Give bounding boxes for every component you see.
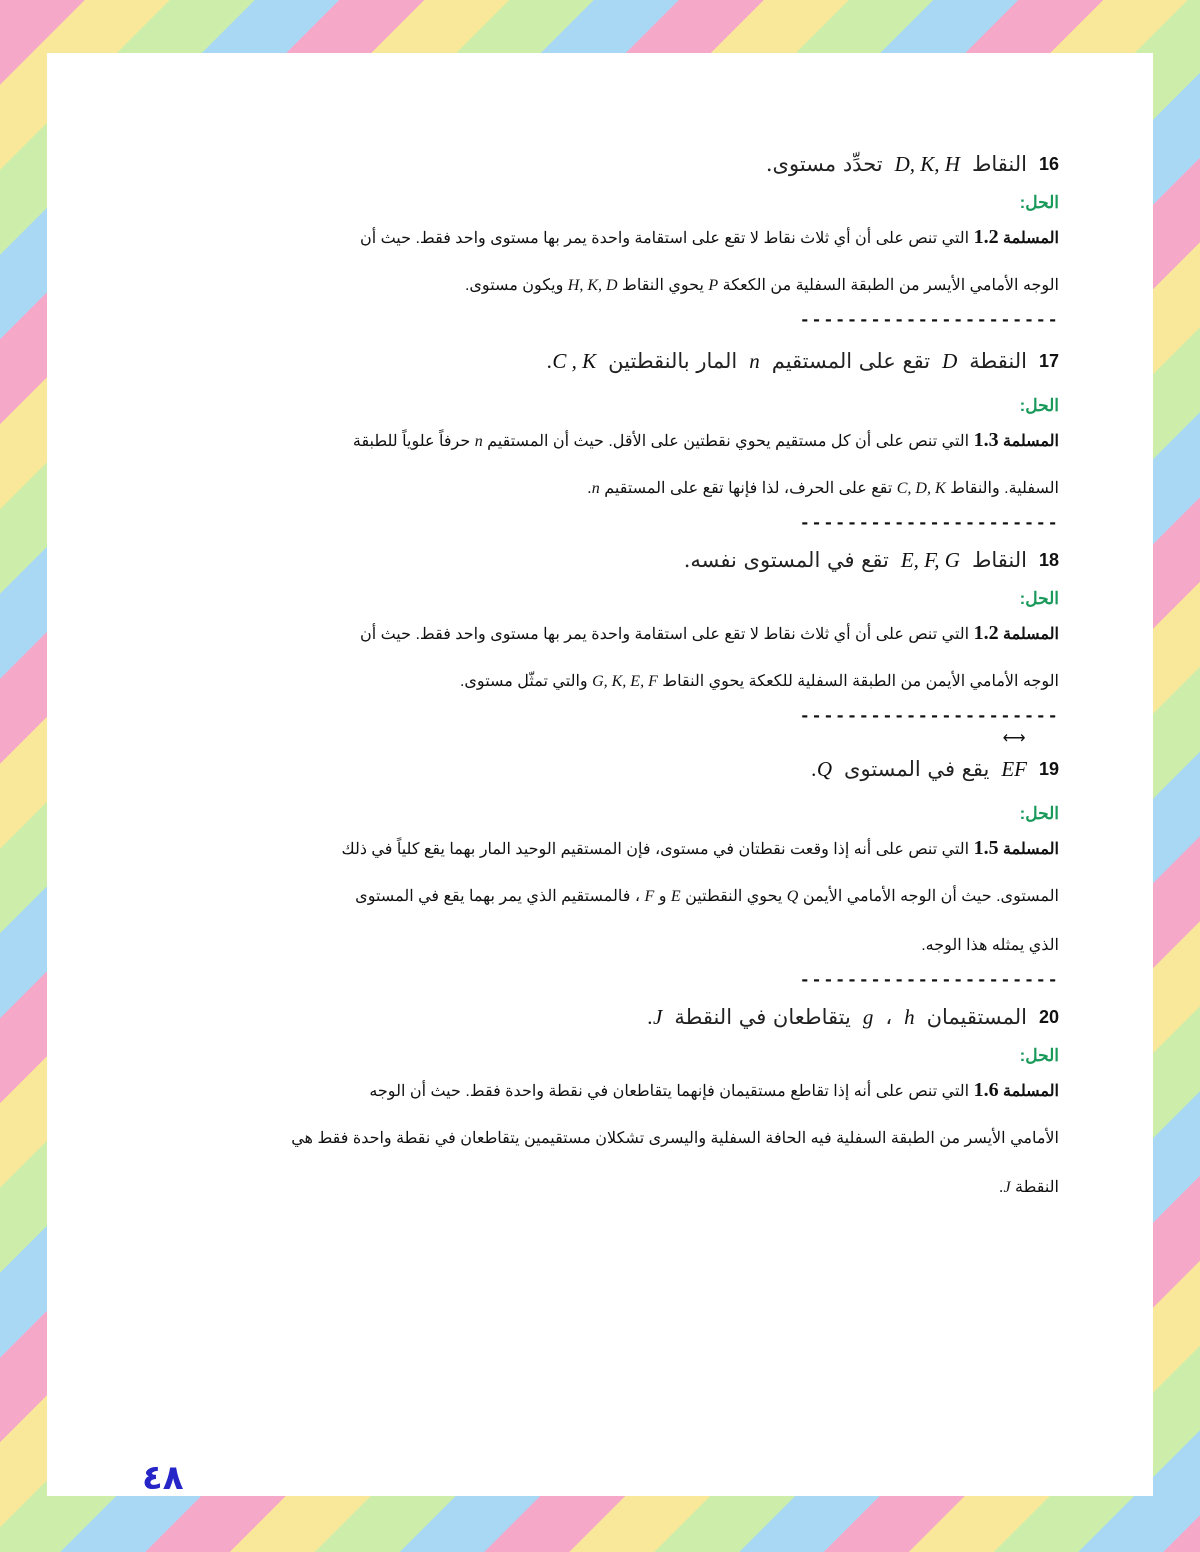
solution-text: الوجه الأمامي الأيسر من الطبقة السفلية من الكعكة (722, 277, 1059, 294)
solution-label: الحل: (1019, 804, 1059, 823)
solution-math: G, K, E, F (592, 673, 658, 690)
solution-line (139, 832, 1059, 864)
solution-paragraph (139, 1074, 1059, 1204)
statement-math: n (749, 349, 760, 373)
statement-math: h (904, 1005, 915, 1029)
solution-label: الحل: (1019, 589, 1059, 608)
solution-text: حرفاً علوياً للطبقة (352, 433, 471, 450)
axiom-label: المسلمة (1003, 433, 1059, 450)
problem-19-statement (139, 748, 1059, 790)
statement-text: يقع في المستوى (844, 757, 990, 781)
problem-17-statement (139, 340, 1059, 382)
page-number: ٤٨ (142, 1458, 184, 1498)
statement-text: يتقاطعان في النقطة (674, 1005, 851, 1029)
solution-paragraph (139, 424, 1059, 505)
statement-text: ، (885, 1005, 893, 1029)
solution-line (139, 1074, 1059, 1106)
solution-text: تقع على الحرف، لذا فإنها تقع على المستقيم (604, 480, 893, 497)
statement-math: J. (647, 1005, 663, 1029)
solution-math: H, K, D (567, 277, 618, 294)
separator: ---------------------- (799, 514, 1059, 534)
solution-math: n (474, 433, 483, 450)
statement-math: C , K. (547, 349, 597, 373)
separator: ---------------------- (799, 707, 1059, 727)
axiom-label: المسلمة (1003, 626, 1059, 643)
solution-text: التي تنص على أنه إذا وقعت نقطتان في مستوى، فإن المستقيم الوحيد المار بهما يقع كلياً في ذلك (341, 841, 970, 858)
statement-math: Q. (811, 757, 833, 781)
solution-math: n. (587, 480, 600, 497)
axiom-number: 1.2 (973, 622, 999, 644)
solution-line (139, 473, 1059, 505)
problem-number: 16 (1038, 154, 1059, 174)
problem-20-statement (139, 996, 1059, 1038)
solution-paragraph (139, 617, 1059, 698)
problem-18-statement (139, 539, 1059, 581)
separator: ---------------------- (799, 311, 1059, 331)
solution-line (139, 1123, 1059, 1155)
statement-text: النقاط (971, 548, 1027, 572)
problem-number: 18 (1038, 550, 1059, 570)
solution-math: E (670, 888, 681, 905)
statement-text: النقطة (969, 349, 1027, 373)
solution-label: الحل: (1019, 1046, 1059, 1065)
axiom-label: المسلمة (1003, 230, 1059, 247)
solution-text: الوجه الأمامي الأيمن من الطبقة السفلية للكعكة يحوي النقاط (662, 673, 1059, 690)
solution-line (139, 1172, 1059, 1204)
solution-text: الذي يمثله هذا الوجه. (921, 937, 1059, 954)
solution-line (139, 666, 1059, 698)
axiom-number: 1.6 (973, 1079, 999, 1101)
statement-text: النقاط (971, 152, 1027, 176)
solution-text: المستوى. حيث أن الوجه الأمامي الأيمن (802, 888, 1059, 905)
solution-text: الأمامي الأيسر من الطبقة السفلية فيه الحافة السفلية واليسرى تشكلان مستقيمين يتقاطعان في نقطة واحدة فقط هي (291, 1130, 1059, 1147)
problem-number: 19 (1038, 759, 1059, 779)
solution-text: و (658, 888, 667, 905)
statement-text: تحدِّد مستوى. (765, 152, 883, 176)
separator: ---------------------- (799, 971, 1059, 991)
solution-text: التي تنص على أن أي ثلاث نقاط لا تقع على استقامة واحدة يمر بها مستوى واحد فقط. حيث أن (359, 230, 970, 247)
solution-math: P (708, 277, 719, 294)
solution-label: الحل: (1019, 396, 1059, 415)
solution-text: التي تنص على أن أي ثلاث نقاط لا تقع على استقامة واحدة يمر بها مستوى واحد فقط. حيث أن (359, 626, 970, 643)
solution-text: يحوي النقطتين (685, 888, 783, 905)
axiom-number: 1.3 (973, 429, 999, 451)
axiom-number: 1.5 (973, 837, 999, 859)
statement-text: المار بالنقطتين (608, 349, 738, 373)
solution-math: C, D, K (896, 480, 946, 497)
problem-number: 20 (1038, 1007, 1059, 1027)
page-sheet (47, 53, 1153, 1496)
solution-text: ، فالمستقيم الذي يمر بهما يقع في المستوى (355, 888, 641, 905)
problem-number: 17 (1038, 351, 1059, 371)
solution-text: التي تنص على أنه إذا تقاطع مستقيمان فإنهما يتقاطعان في نقطة واحدة فقط. حيث أن الوجه (369, 1083, 970, 1100)
solution-text: التي تنص على أن كل مستقيم يحوي نقطتين على الأقل. حيث أن المستقيم (487, 433, 970, 450)
solution-line (139, 424, 1059, 456)
solution-line (139, 617, 1059, 649)
solution-line (139, 221, 1059, 253)
statement-math: g (862, 1005, 874, 1029)
statement-math: E, F, G (900, 548, 960, 572)
solution-math: F (644, 888, 655, 905)
solution-text: والتي تمثّل مستوى. (459, 673, 588, 690)
solution-text: ويكون مستوى. (464, 277, 564, 294)
solution-text: السفلية. والنقاط (950, 480, 1059, 497)
problem-16-statement (139, 143, 1059, 185)
axiom-label: المسلمة (1003, 841, 1059, 858)
solution-text: النقطة (1015, 1179, 1059, 1196)
statement-text: تقع على المستقيم (771, 349, 931, 373)
solution-paragraph (139, 221, 1059, 302)
solution-line (139, 270, 1059, 302)
statement-math: D (942, 349, 958, 373)
statement-text: المستقيمان (926, 1005, 1027, 1029)
solution-line (139, 930, 1059, 962)
solution-paragraph (139, 832, 1059, 962)
solution-label: الحل: (1019, 193, 1059, 212)
line-ef-symbol: ⟷ EF (1001, 748, 1027, 790)
content-body (139, 143, 1059, 1204)
axiom-number: 1.2 (973, 226, 999, 248)
axiom-label: المسلمة (1003, 1083, 1059, 1100)
solution-math: Q (786, 888, 799, 905)
solution-text: يحوي النقاط (622, 277, 704, 294)
solution-math: J. (999, 1179, 1011, 1196)
statement-math: D, K, H (894, 152, 960, 176)
solution-line (139, 881, 1059, 913)
statement-text: تقع في المستوى نفسه. (683, 548, 889, 572)
